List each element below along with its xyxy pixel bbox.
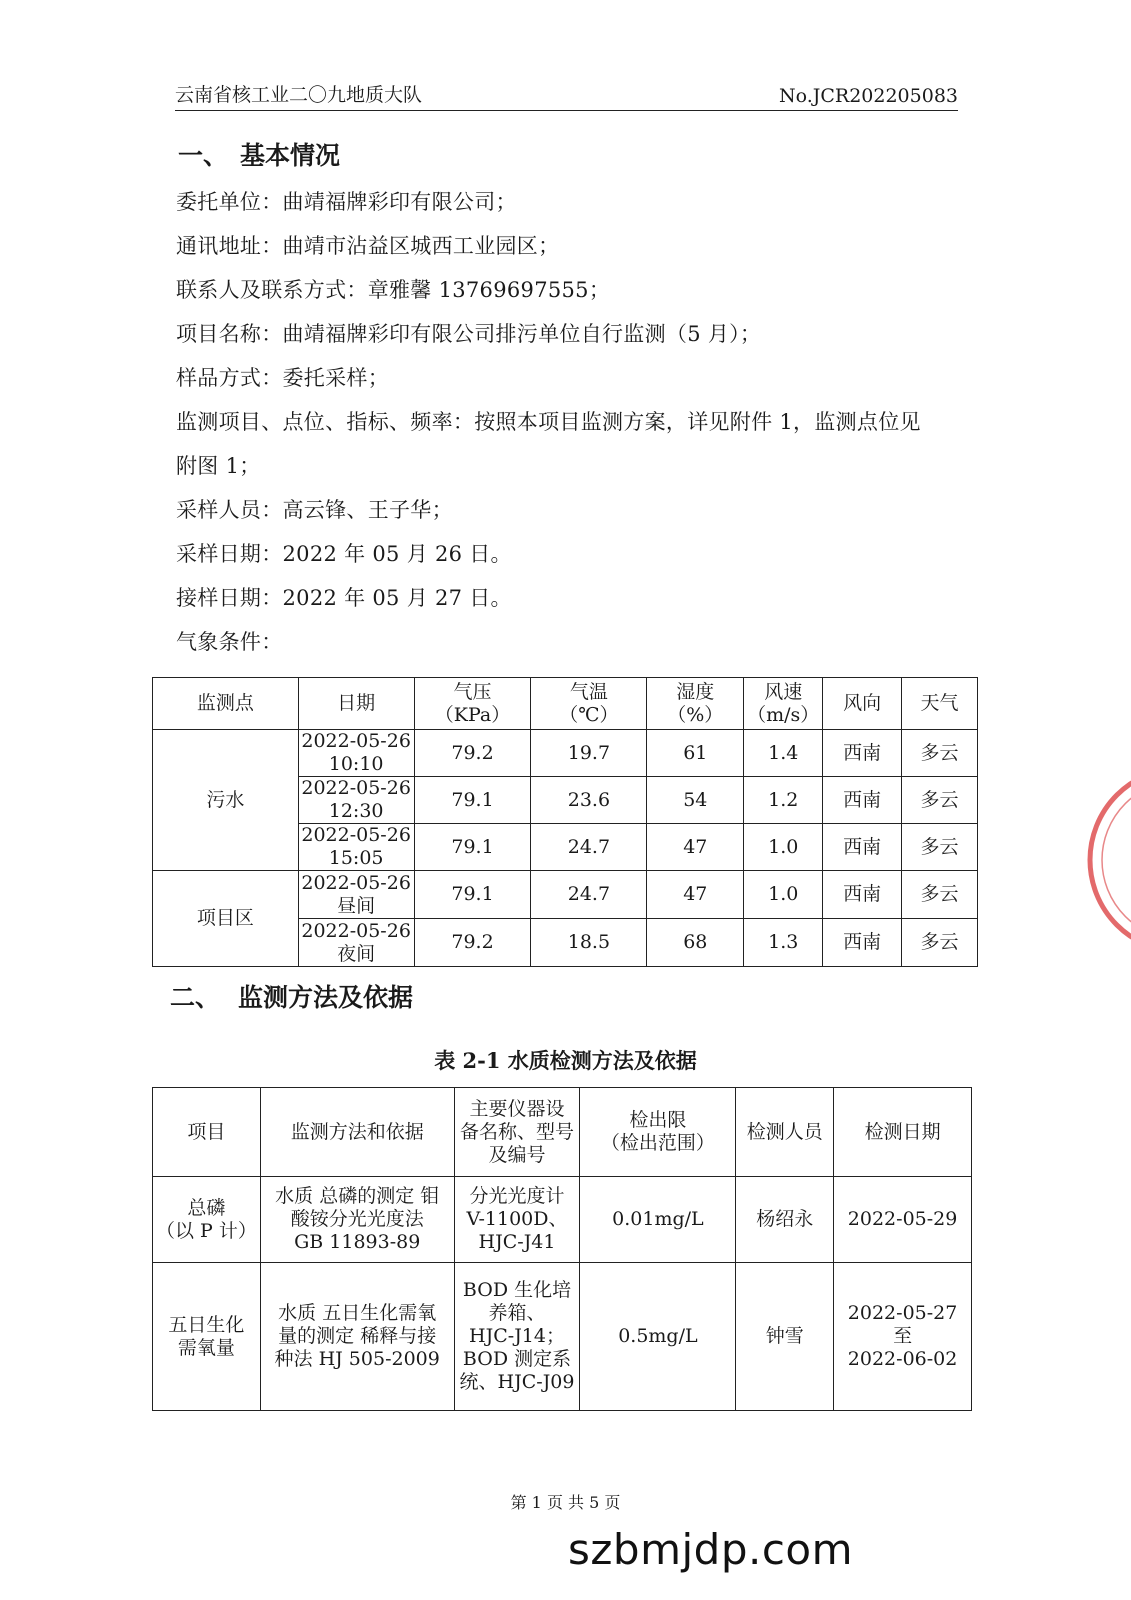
method-header-cell — [454, 1088, 580, 1177]
method-line: 种法 HJ 505-2009 — [274, 1348, 440, 1370]
weather-header-line: （m/s） — [747, 703, 820, 726]
pressure-cell: 79.1 — [414, 871, 531, 919]
weather-table-body — [153, 730, 978, 967]
section2-heading — [170, 978, 413, 1014]
date-line: 夜间 — [337, 942, 376, 965]
method-table-header — [153, 1088, 972, 1177]
method-row — [153, 1263, 972, 1411]
wind-speed-cell: 1.3 — [744, 919, 823, 967]
date-line: 15:05 — [328, 847, 384, 869]
method-header-cell — [580, 1088, 736, 1177]
method-header-cell — [736, 1088, 834, 1177]
instrument-line: 养箱、 — [488, 1302, 546, 1324]
page-footer: 第 1 页 共 5 页 — [510, 1493, 621, 1512]
temperature-cell: 18.5 — [531, 919, 647, 967]
section1-number: 一、 — [178, 141, 229, 170]
instrument-line: 分光光度计 — [469, 1185, 565, 1207]
project-name-line: 项目名称：曲靖福牌彩印有限公司排污单位自行监测（5 月）； — [176, 322, 762, 346]
weather-header-cell — [153, 678, 299, 730]
weather-header-cell — [531, 678, 647, 730]
wind-speed-cell: 1.0 — [744, 824, 823, 871]
method-header-line: 备名称、型号 — [460, 1120, 575, 1143]
section2-title: 监测方法及依据 — [238, 983, 414, 1012]
method-cell — [260, 1263, 454, 1411]
date-cell — [298, 824, 414, 871]
weather-header-line: 气压 — [453, 680, 492, 703]
weather-cell: 多云 — [902, 824, 978, 871]
header-report-no: No.JCR202205083 — [778, 85, 958, 107]
weather-header-cell — [902, 678, 978, 730]
date-line: 10:10 — [328, 753, 384, 775]
instrument-line: BOD 生化培 — [462, 1279, 572, 1301]
test-date-cell — [834, 1263, 972, 1411]
instrument-line: HJC-J41 — [478, 1231, 556, 1253]
weather-header-cell — [744, 678, 823, 730]
method-cell — [260, 1177, 454, 1263]
detection-limit-cell: 0.5mg/L — [580, 1263, 736, 1411]
weather-header-line: （℃） — [559, 703, 619, 726]
header-org: 云南省核工业二〇九地质大队 — [175, 84, 423, 106]
wind-direction-cell: 西南 — [823, 730, 902, 777]
address-line: 通讯地址：曲靖市沾益区城西工业园区； — [176, 234, 560, 258]
method-header-line: （检出范围） — [600, 1132, 715, 1154]
method-header-cell — [260, 1088, 454, 1177]
site-cell: 项目区 — [153, 871, 299, 967]
receipt-date-line: 接样日期：2022 年 05 月 27 日。 — [176, 586, 512, 610]
page-header — [175, 80, 958, 111]
item-line: 五日生化 — [168, 1313, 245, 1336]
test-date-line: 2022-05-27 — [847, 1302, 958, 1324]
test-date-line: 2022-06-02 — [847, 1348, 958, 1370]
method-line: 量的测定 稀释与接 — [278, 1325, 437, 1347]
wind-direction-cell: 西南 — [823, 871, 902, 919]
instrument-cell — [454, 1177, 580, 1263]
weather-header-line: 监测点 — [196, 692, 254, 714]
temperature-cell: 19.7 — [531, 730, 647, 777]
weather-header-line: （%） — [667, 703, 724, 726]
date-line: 12:30 — [328, 800, 384, 822]
section2-number: 二、 — [170, 983, 221, 1012]
instrument-line: BOD 测定系 — [462, 1348, 572, 1370]
instrument-line: V-1100D、 — [466, 1208, 568, 1230]
official-seal-stamp — [1082, 760, 1131, 960]
method-line: GB 11893-89 — [294, 1231, 421, 1253]
pressure-cell: 79.1 — [414, 824, 531, 871]
tester-cell: 钟雪 — [736, 1263, 834, 1411]
item-cell — [153, 1263, 261, 1411]
method-header-line: 监测方法和依据 — [290, 1120, 424, 1143]
watermark: szbmjdp.com — [568, 1525, 854, 1574]
date-cell — [298, 730, 414, 777]
weather-header-line: 气温 — [569, 680, 608, 703]
pressure-cell: 79.1 — [414, 777, 531, 824]
wind-speed-cell: 1.4 — [744, 730, 823, 777]
method-row — [153, 1177, 972, 1263]
test-date-cell — [834, 1177, 972, 1263]
section1-heading — [178, 136, 340, 172]
wind-direction-cell: 西南 — [823, 919, 902, 967]
date-cell — [298, 919, 414, 967]
temperature-cell: 24.7 — [531, 824, 647, 871]
sampling-date-line: 采样日期：2022 年 05 月 26 日。 — [176, 542, 512, 566]
method-header-line: 检测日期 — [864, 1120, 941, 1143]
weather-conditions-line: 气象条件： — [176, 630, 283, 654]
pressure-cell: 79.2 — [414, 919, 531, 967]
method-header-cell — [834, 1088, 972, 1177]
method-line: 水质 五日生化需氧 — [278, 1302, 437, 1324]
date-line: 2022-05-26 — [301, 824, 411, 846]
method-line: 水质 总磷的测定 钼 — [275, 1185, 440, 1207]
date-line: 昼间 — [337, 894, 376, 917]
weather-header-line: 风速 — [764, 680, 803, 703]
date-cell — [298, 871, 414, 919]
contact-line: 联系人及联系方式：章雅馨 13769697555； — [176, 278, 611, 302]
wind-speed-cell: 1.0 — [744, 871, 823, 919]
method-header-line: 检测人员 — [746, 1120, 823, 1143]
humidity-cell: 68 — [647, 919, 744, 967]
date-line: 2022-05-26 — [301, 730, 411, 752]
weather-header-line: 湿度 — [676, 680, 715, 703]
monitoring-items-line: 监测项目、点位、指标、频率：按照本项目监测方案，详见附件 1，监测点位见 — [176, 410, 921, 434]
weather-header-cell — [298, 678, 414, 730]
detection-limit-cell: 0.01mg/L — [580, 1177, 736, 1263]
humidity-cell: 47 — [647, 871, 744, 919]
weather-header-line: 日期 — [337, 692, 376, 714]
wind-direction-cell: 西南 — [823, 824, 902, 871]
weather-cell: 多云 — [902, 730, 978, 777]
humidity-cell: 54 — [647, 777, 744, 824]
instrument-line: HJC-J14； — [469, 1325, 565, 1347]
date-line: 2022-05-26 — [301, 871, 411, 894]
instrument-line: 统、HJC-J09 — [459, 1371, 575, 1393]
weather-header-cell — [414, 678, 531, 730]
samplers-line: 采样人员：高云锋、王子华； — [176, 498, 453, 522]
weather-cell: 多云 — [902, 777, 978, 824]
tester-cell: 杨绍永 — [736, 1177, 834, 1263]
weather-row — [153, 730, 978, 777]
date-line: 2022-05-26 — [301, 919, 411, 942]
item-line: 总磷 — [187, 1196, 226, 1219]
sample-method-line: 样品方式：委托采样； — [176, 366, 389, 390]
instrument-cell — [454, 1263, 580, 1411]
method-header-cell — [153, 1088, 261, 1177]
section1-title: 基本情况 — [240, 141, 341, 170]
weather-table — [152, 677, 978, 967]
temperature-cell: 24.7 — [531, 871, 647, 919]
weather-header-line: （KPa） — [434, 703, 511, 726]
test-date-line: 2022-05-29 — [847, 1208, 958, 1230]
method-line: 酸铵分光光度法 — [290, 1208, 424, 1230]
wind-speed-cell: 1.2 — [744, 777, 823, 824]
date-cell — [298, 777, 414, 824]
weather-cell: 多云 — [902, 871, 978, 919]
wind-direction-cell: 西南 — [823, 777, 902, 824]
humidity-cell: 47 — [647, 824, 744, 871]
temperature-cell: 23.6 — [531, 777, 647, 824]
site-cell: 污水 — [153, 730, 299, 871]
item-cell — [153, 1177, 261, 1263]
monitoring-items-line-cont: 附图 1； — [176, 454, 261, 478]
method-header-line: 及编号 — [488, 1143, 546, 1166]
method-header-line: 项目 — [187, 1120, 226, 1143]
weather-row — [153, 871, 978, 919]
method-table-body — [153, 1177, 972, 1411]
humidity-cell: 61 — [647, 730, 744, 777]
weather-cell: 多云 — [902, 919, 978, 967]
weather-header-cell — [823, 678, 902, 730]
date-line: 2022-05-26 — [301, 777, 411, 799]
weather-header-cell — [647, 678, 744, 730]
method-header-line: 主要仪器设 — [469, 1097, 565, 1120]
method-table — [152, 1087, 972, 1411]
method-header-line: 检出限 — [629, 1109, 687, 1131]
test-date-line: 至 — [893, 1325, 913, 1347]
method-table-caption: 表 2-1 水质检测方法及依据 — [434, 1048, 697, 1073]
pressure-cell: 79.2 — [414, 730, 531, 777]
client-line: 委托单位：曲靖福牌彩印有限公司； — [176, 190, 517, 214]
weather-header-line: 风向 — [843, 692, 882, 714]
weather-table-header — [153, 678, 978, 730]
item-line: （以 P 计） — [155, 1219, 257, 1242]
item-line: 需氧量 — [177, 1336, 235, 1359]
weather-header-line: 天气 — [920, 692, 959, 714]
